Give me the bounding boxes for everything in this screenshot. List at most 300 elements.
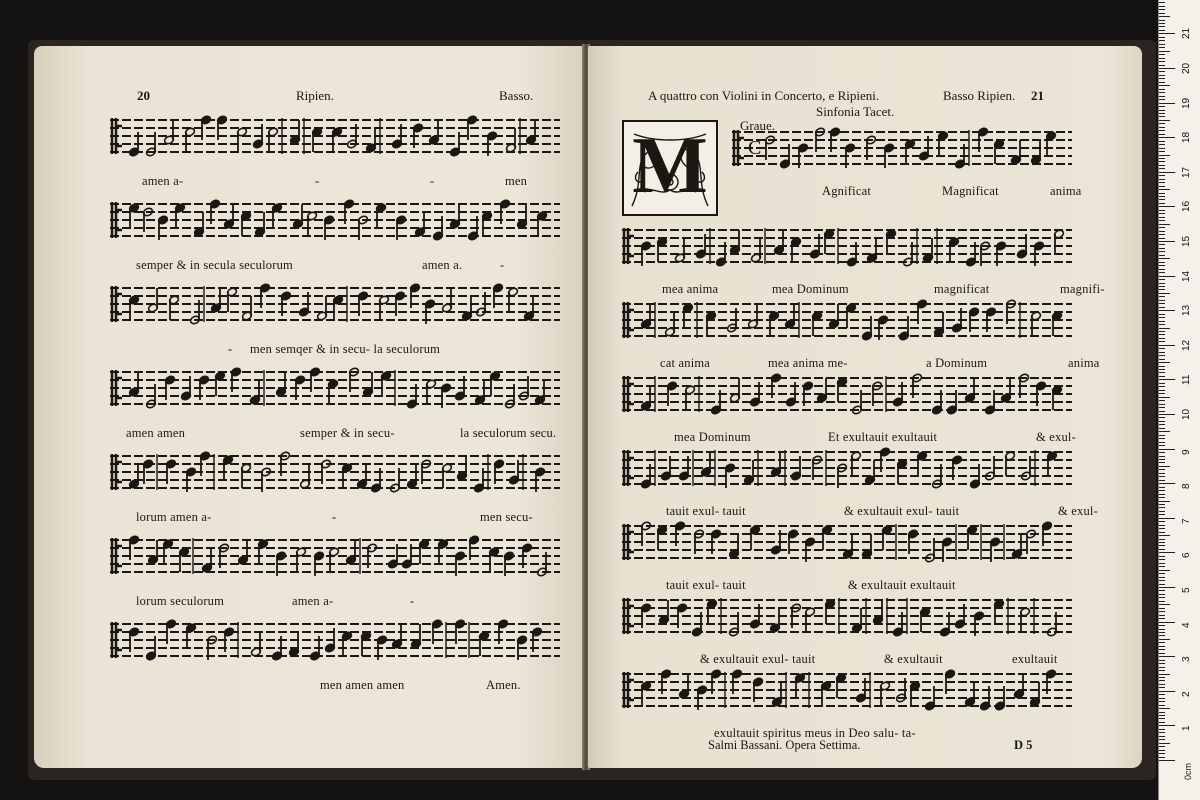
left-staff-6 [110,532,560,582]
ruler-tick [1159,26,1165,27]
ruler-tick [1159,61,1165,62]
left-system-1-lyric-1: - [315,174,320,188]
ruler-tick [1159,338,1165,339]
right-system-3-lyric-0: cat anima [660,356,711,370]
ruler-tick [1159,148,1165,149]
ruler-tick [1159,629,1165,630]
ruler-tick [1159,366,1165,367]
ruler-tick [1159,283,1165,284]
ruler-tick [1159,44,1165,45]
ruler-tick [1159,345,1175,346]
ruler-tick [1159,507,1165,508]
ruler-tick [1159,483,1175,484]
left-system-4-lyric-0: amen amen [126,426,186,440]
left-staff-4 [110,364,560,414]
ruler-tick [1159,597,1165,598]
ruler-tick [1159,490,1165,491]
ruler-number: 10 [1181,408,1192,420]
ruler-number: 16 [1181,201,1192,213]
ruler-tick [1159,435,1165,436]
ruler-tick [1159,82,1165,83]
ruler-tick [1159,757,1165,758]
ruler-tick [1159,151,1165,152]
left-system-2-lyric-2: - [500,258,505,272]
ruler-tick [1159,407,1165,408]
ruler-tick [1159,307,1165,308]
ruler-tick [1159,549,1165,550]
ruler-tick [1159,504,1165,505]
ruler-tick [1159,452,1165,453]
ruler-tick [1159,227,1165,228]
ruler-tick [1159,414,1175,415]
ruler-tick [1159,234,1165,235]
ruler-tick [1159,341,1165,342]
ruler-number: 9 [1181,449,1192,455]
right-system-5-lyric-2: & exul- [1058,504,1098,518]
left-header-center: Ripien. [296,88,334,103]
right-system-6-lyric-0: tauit exul- tauit [666,578,746,592]
ruler-number: 21 [1181,28,1192,40]
ruler-tick [1159,736,1165,737]
ruler-tick [1159,206,1175,207]
ruler-tick [1159,718,1165,719]
ruler-tick [1159,646,1165,647]
ruler-tick [1159,663,1165,664]
ruler-tick [1159,352,1165,353]
ruler-tick [1159,317,1165,318]
ruler-tick [1159,656,1175,657]
ruler-tick [1159,106,1165,107]
ruler-tick [1159,193,1165,194]
ruler-tick [1159,750,1165,751]
ruler-tick [1159,189,1170,190]
ruler-tick [1159,161,1165,162]
ruler-tick [1159,99,1165,100]
left-staff-5 [110,448,560,498]
ruler-tick [1159,674,1170,675]
ruler-tick [1159,518,1175,519]
left-staff-2 [110,196,560,246]
ruler-tick [1159,715,1165,716]
ruler-tick [1159,442,1165,443]
ruler-tick [1159,604,1170,605]
right-system-2-lyric-2: magnificat [934,282,990,296]
ruler-tick [1159,9,1165,10]
ruler-tick [1159,6,1165,7]
ruler-tick [1159,68,1175,69]
ruler-tick [1159,743,1170,744]
ruler-tick [1159,611,1165,612]
tempo-marking: Graue. [740,118,776,133]
ruler-tick [1159,566,1165,567]
ruler-tick [1159,625,1165,626]
ruler-number: 17 [1181,166,1192,178]
ruler-tick [1159,89,1165,90]
ruler-tick [1159,54,1165,55]
ruler-tick [1159,116,1165,117]
ruler-tick [1159,265,1165,266]
left-system-6-lyric-1: amen a- [292,594,334,608]
ruler-tick [1159,445,1165,446]
ruler-tick [1159,134,1165,135]
ruler-tick [1159,570,1170,571]
ruler-number: 12 [1181,339,1192,351]
ruler-tick [1159,552,1175,553]
ruler-tick [1159,40,1165,41]
ruler-tick [1159,33,1175,34]
ruler-number: 20 [1181,62,1192,74]
ruler-tick [1159,127,1165,128]
ruler-tick [1159,573,1165,574]
ruler-tick [1159,473,1165,474]
ruler-tick [1159,321,1165,322]
ruler-tick [1159,75,1165,76]
ruler-tick [1159,400,1165,401]
ruler-tick [1159,262,1165,263]
svg-text:C: C [748,137,762,159]
ruler-tick [1159,525,1165,526]
ruler-tick [1159,272,1165,273]
ruler-tick [1159,123,1165,124]
initial-letter: M [632,122,708,210]
right-system-7-lyric-1: & exultauit [884,652,943,666]
right-staff-4 [622,370,1072,420]
ruler-tick [1159,85,1170,86]
ruler-tick [1159,47,1165,48]
left-staff-7 [110,616,560,666]
right-system-3-lyric-3: anima [1068,356,1100,370]
signature-mark: D 5 [1014,738,1033,752]
ruler-tick [1159,2,1165,3]
ruler-tick [1159,137,1175,138]
ruler-tick [1159,521,1165,522]
ruler-tick [1159,103,1175,104]
ruler-tick [1159,303,1165,304]
ruler-tick [1159,660,1165,661]
right-system-1-lyric-0: Agnificat [822,184,872,198]
ruler-unit-label: 0cm [1183,762,1193,780]
ruler-tick [1159,328,1170,329]
ruler-tick [1159,680,1165,681]
ruler-number: 15 [1181,235,1192,247]
ruler-tick [1159,411,1165,412]
right-page-number: 21 [1031,88,1044,103]
ruler-tick [1159,331,1165,332]
ruler-tick [1159,16,1170,17]
ruler-tick [1159,438,1165,439]
ruler-tick [1159,618,1165,619]
ruler-tick [1159,563,1165,564]
right-system-1-lyric-2: anima [1050,184,1082,198]
left-system-4-lyric-2: la seculorum secu. [460,426,557,440]
ruler-tick [1159,359,1165,360]
ruler-tick [1159,172,1175,173]
ruler-tick [1159,23,1165,24]
left-system-6-lyric-0: lorum seculorum [136,594,225,608]
ruler-tick [1159,670,1165,671]
ruler-tick [1159,397,1170,398]
left-system-5-lyric-0: lorum amen a- [136,510,212,524]
left-system-4-lyric-1: semper & in secu- [300,426,395,440]
ruler-tick [1159,179,1165,180]
ruler-tick [1159,649,1165,650]
ruler-tick [1159,431,1170,432]
ruler-tick [1159,729,1165,730]
left-page-number: 20 [137,88,150,103]
ruler-tick [1159,694,1165,695]
ruler-tick [1159,58,1165,59]
ruler-tick [1159,594,1165,595]
ruler-tick [1159,732,1165,733]
ruler-tick [1159,642,1165,643]
ruler-tick [1159,224,1170,225]
ruler-tick [1159,220,1165,221]
ruler-number: 4 [1181,622,1192,628]
ruler-tick [1159,587,1175,588]
ruler-number: 13 [1181,305,1192,317]
right-staff-7 [622,592,1072,642]
ruler-tick [1159,65,1165,66]
ruler-tick [1159,635,1165,636]
ruler-tick [1159,362,1170,363]
ruler-tick [1159,584,1165,585]
ruler-tick [1159,96,1165,97]
right-system-6-lyric-1: & exultauit exultauit [848,578,956,592]
right-staff-2 [622,222,1072,272]
right-header-part: Basso Ripien. [943,88,1016,103]
right-system-7-lyric-0: & exultauit exul- tauit [700,652,816,666]
ruler-tick [1159,677,1165,678]
left-system-5-lyric-2: men secu- [480,510,533,524]
ruler-tick [1159,639,1170,640]
ruler-tick [1159,542,1165,543]
left-system-2-lyric-0: semper & in secula seculorum [136,258,293,272]
ruler-number: 14 [1181,270,1192,282]
ruler-tick [1159,722,1165,723]
ruler-tick [1159,241,1175,242]
ruler-number: 1 [1181,725,1192,732]
ruler-tick [1159,449,1175,450]
ruler-number: 7 [1181,518,1192,524]
ruler-number: 8 [1181,483,1192,490]
ruler-tick [1159,459,1165,460]
ruler-tick [1159,705,1165,706]
ruler-number: 5 [1181,587,1192,593]
right-system-8-lyric-0: exultauit spiritus meus in Deo salu- ta- [714,726,916,740]
right-staff-3 [622,296,1072,346]
ruler-number: 18 [1181,132,1192,144]
ruler-tick [1159,535,1170,536]
ruler-number: 6 [1181,552,1192,559]
ruler-tick [1159,144,1165,145]
footer-title: Salmi Bassani. Opera Settima. [708,738,861,752]
left-system-6-lyric-2: - [410,594,415,608]
ruler-tick [1159,199,1165,200]
right-system-5-lyric-0: tauit exul- tauit [666,504,746,518]
ruler-tick [1159,466,1170,467]
ruler-tick [1159,687,1165,688]
decorated-initial [622,120,718,216]
ruler-tick [1159,712,1165,713]
right-staff-5 [622,444,1072,494]
ruler-tick [1159,417,1165,418]
ruler-tick [1159,539,1165,540]
right-system-2-lyric-0: mea anima [662,282,719,296]
ruler-number: 19 [1181,97,1192,109]
ruler-tick [1159,120,1170,121]
ruler-tick [1159,334,1165,335]
ruler-tick [1159,238,1165,239]
left-system-1-lyric-2: - [430,174,435,188]
ruler-tick [1159,13,1165,14]
ruler-tick [1159,528,1165,529]
ruler-tick [1159,130,1165,131]
ruler-tick [1159,753,1165,754]
left-system-1-lyric-3: men [505,174,528,188]
right-system-5-lyric-1: & exultauit exul- tauit [844,504,960,518]
ruler-tick [1159,424,1165,425]
ruler-tick [1159,708,1170,709]
ruler-tick [1159,141,1165,142]
ruler-tick [1159,276,1175,277]
ruler-tick [1159,514,1165,515]
ruler-tick [1159,51,1170,52]
left-system-5-lyric-1: - [332,510,337,524]
ruler-tick [1159,580,1165,581]
ruler-tick [1159,324,1165,325]
left-system-7-lyric-1: Amen. [486,678,521,692]
ruler-tick [1159,248,1165,249]
ruler-tick [1159,210,1165,211]
ruler-tick [1159,231,1165,232]
ruler-tick [1159,393,1165,394]
ruler-tick [1159,653,1165,654]
ruler-tick [1159,182,1165,183]
ruler-tick [1159,286,1165,287]
right-staff-6 [622,518,1072,568]
ruler-tick [1159,217,1165,218]
ruler-tick [1159,615,1165,616]
ruler-tick [1159,511,1165,512]
ruler-tick [1159,691,1175,692]
ruler-number: 11 [1181,375,1192,386]
right-system-3-lyric-1: mea anima me- [768,356,848,370]
ruler-tick [1159,258,1170,259]
ruler-tick [1159,383,1165,384]
ruler-tick [1159,175,1165,176]
ruler-tick [1159,269,1165,270]
right-header: A quattro con Violini in Concerto, e Ripieni. [648,88,880,103]
ruler-tick [1159,165,1165,166]
ruler-tick [1159,186,1165,187]
ruler-tick [1159,30,1165,31]
ruler-tick [1159,622,1175,623]
ruler-tick [1159,289,1165,290]
right-system-4-lyric-2: & exul- [1036,430,1076,444]
ruler-tick [1159,300,1165,301]
measuring-ruler [1158,0,1200,800]
ruler-tick [1159,532,1165,533]
ruler-tick [1159,701,1165,702]
ruler-tick [1159,746,1165,747]
right-page [588,46,1142,768]
right-system-1-lyric-1: Magnificat [942,184,999,198]
ruler-tick [1159,462,1165,463]
right-system-2-lyric-1: mea Dominum [772,282,849,296]
ruler-tick [1159,196,1165,197]
left-system-2-lyric-1: amen a. [422,258,463,272]
ruler-tick [1159,155,1170,156]
ruler-tick [1159,251,1165,252]
right-subheader: Sinfonia Tacet. [816,104,895,119]
ruler-tick [1159,577,1165,578]
ruler-tick [1159,20,1165,21]
ruler-tick [1159,296,1165,297]
left-system-7-lyric-0: men amen amen [320,678,405,692]
ruler-tick [1159,632,1165,633]
ruler-tick [1159,559,1165,560]
ruler-tick [1159,667,1165,668]
ruler-tick [1159,168,1165,169]
right-system-3-lyric-2: a Dominum [926,356,988,370]
left-system-1-lyric-0: amen a- [142,174,184,188]
right-system-4-lyric-0: mea Dominum [674,430,751,444]
right-staff-1 [732,124,1072,174]
left-page [34,46,584,768]
ruler-tick [1159,698,1165,699]
ornament-initial-icon [624,122,716,214]
ruler-tick [1159,684,1165,685]
ruler-tick [1159,293,1170,294]
ruler-tick [1159,37,1165,38]
ruler-tick [1159,379,1175,380]
ruler-tick [1159,314,1165,315]
ruler-tick [1159,428,1165,429]
ruler-tick [1159,590,1165,591]
ruler-tick [1159,110,1165,111]
ruler-tick [1159,608,1165,609]
right-system-2-lyric-3: magnifi- [1060,282,1105,296]
ruler-tick [1159,725,1175,726]
ruler-tick [1159,369,1165,370]
ruler-tick [1159,545,1165,546]
ruler-tick [1159,494,1165,495]
ruler-tick [1159,404,1165,405]
ruler-tick [1159,92,1165,93]
ruler-tick [1159,203,1165,204]
ruler-tick [1159,501,1170,502]
ruler-tick [1159,601,1165,602]
ruler-tick [1159,390,1165,391]
ruler-tick [1159,355,1165,356]
ruler-tick [1159,348,1165,349]
ruler-tick [1159,71,1165,72]
ruler-tick [1159,469,1165,470]
ruler-tick [1159,244,1165,245]
ruler-tick [1159,760,1175,761]
ruler-tick [1159,113,1165,114]
ruler-tick [1159,78,1165,79]
ruler-tick [1159,421,1165,422]
right-system-4-lyric-1: Et exultauit exultauit [828,430,938,444]
left-system-3-lyric-0: - [228,342,233,356]
ruler-tick [1159,456,1165,457]
ruler-tick [1159,480,1165,481]
ruler-tick [1159,310,1175,311]
ruler-tick [1159,158,1165,159]
ruler-tick [1159,386,1165,387]
ruler-tick [1159,372,1165,373]
